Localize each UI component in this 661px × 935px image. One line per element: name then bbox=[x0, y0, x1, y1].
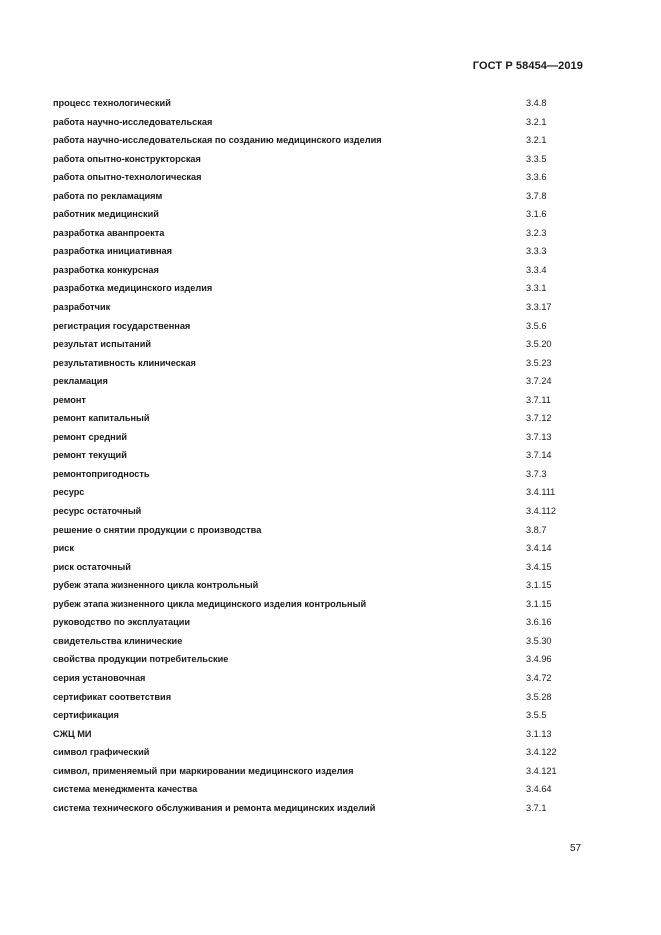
index-term: результативность клиническая bbox=[53, 357, 196, 368]
index-reference: 3.3.1 bbox=[526, 283, 547, 294]
index-reference: 3.5.28 bbox=[526, 691, 552, 702]
index-reference: 3.4.121 bbox=[526, 765, 557, 776]
index-reference: 3.2.3 bbox=[526, 227, 547, 238]
index-entry bbox=[53, 281, 583, 300]
index-reference: 3.7.24 bbox=[526, 376, 552, 387]
index-term: работа научно-исследовательская по созданию медицинского изделия bbox=[53, 135, 382, 146]
index-reference: 3.5.30 bbox=[526, 635, 552, 646]
index-term: работа научно-исследовательская bbox=[53, 116, 213, 127]
index-entry bbox=[53, 485, 583, 504]
index-term: сертификат соответствия bbox=[53, 691, 172, 702]
index-term: риск bbox=[53, 543, 74, 554]
index-reference: 3.3.5 bbox=[526, 153, 547, 164]
index-reference: 3.7.8 bbox=[526, 190, 547, 201]
index-reference: 3.2.1 bbox=[526, 116, 547, 127]
index-reference: 3.4.14 bbox=[526, 543, 552, 554]
index-term: ремонт текущий bbox=[53, 450, 127, 461]
index-entry bbox=[53, 337, 583, 356]
index-reference: 3.7.12 bbox=[526, 413, 552, 424]
index-reference: 3.1.6 bbox=[526, 209, 547, 220]
index-term: работа опытно-технологическая bbox=[53, 172, 202, 183]
index-reference: 3.4.122 bbox=[526, 747, 557, 758]
index-entry bbox=[53, 189, 583, 208]
index-reference: 3.7.3 bbox=[526, 468, 547, 479]
index-entry bbox=[53, 393, 583, 412]
index-reference: 3.3.17 bbox=[526, 302, 552, 313]
index-reference: 3.2.1 bbox=[526, 135, 547, 146]
index-term: сертификация bbox=[53, 710, 119, 721]
index-entry bbox=[53, 319, 583, 338]
index-entry bbox=[53, 504, 583, 523]
index-term: рекламация bbox=[53, 376, 108, 387]
index-entry bbox=[53, 634, 583, 653]
index-entry bbox=[53, 133, 583, 152]
index-term: решение о снятии продукции с производства bbox=[53, 524, 262, 535]
index-term: руководство по эксплуатации bbox=[53, 617, 191, 628]
index-term: разработка медицинского изделия bbox=[53, 283, 213, 294]
index-term: ремонт средний bbox=[53, 431, 127, 442]
index-term: СЖЦ МИ bbox=[53, 728, 92, 739]
index-term: рубеж этапа жизненного цикла медицинского изделия контрольный bbox=[53, 598, 367, 609]
index-reference: 3.5.20 bbox=[526, 339, 552, 350]
index-entry bbox=[53, 801, 583, 820]
index-term: результат испытаний bbox=[53, 339, 151, 350]
index-reference: 3.1.15 bbox=[526, 598, 552, 609]
index-entry bbox=[53, 523, 583, 542]
index-reference: 3.5.5 bbox=[526, 710, 547, 721]
index-reference: 3.4.96 bbox=[526, 654, 552, 665]
index-reference: 3.5.23 bbox=[526, 357, 552, 368]
index-term: разработка аванпроекта bbox=[53, 227, 165, 238]
index-entry bbox=[53, 374, 583, 393]
index-entry bbox=[53, 782, 583, 801]
index-reference: 3.4.15 bbox=[526, 561, 552, 572]
index-entry bbox=[53, 541, 583, 560]
index-entry bbox=[53, 263, 583, 282]
index-reference: 3.3.3 bbox=[526, 246, 547, 257]
index-entry bbox=[53, 152, 583, 171]
index-reference: 3.6.16 bbox=[526, 617, 552, 628]
document-standard-header: ГОСТ Р 58454—2019 bbox=[472, 60, 583, 72]
index-term: свидетельства клинические bbox=[53, 635, 183, 646]
index-term: рубеж этапа жизненного цикла контрольный bbox=[53, 580, 259, 591]
index-term: серия установочная bbox=[53, 672, 146, 683]
index-reference: 3.8.7 bbox=[526, 524, 547, 535]
index-reference: 3.4.111 bbox=[526, 487, 556, 498]
index-reference: 3.7.13 bbox=[526, 431, 552, 442]
index-entry bbox=[53, 115, 583, 134]
index-reference: 3.1.13 bbox=[526, 728, 552, 739]
index-entry bbox=[53, 690, 583, 709]
index-entry bbox=[53, 727, 583, 746]
index-reference: 3.4.64 bbox=[526, 784, 552, 795]
index-entry bbox=[53, 244, 583, 263]
index-reference: 3.7.11 bbox=[526, 394, 551, 405]
index-term: работа по рекламациям bbox=[53, 190, 163, 201]
index-term: ремонтопригодность bbox=[53, 468, 150, 479]
index-term: система технического обслуживания и ремонта медицинских изделий bbox=[53, 802, 376, 813]
index-term: система менеджмента качества bbox=[53, 784, 198, 795]
index-term: разработчик bbox=[53, 302, 111, 313]
index-entry bbox=[53, 430, 583, 449]
index-reference: 3.7.14 bbox=[526, 450, 552, 461]
index-entry bbox=[53, 597, 583, 616]
index-entry bbox=[53, 411, 583, 430]
index-entry bbox=[53, 671, 583, 690]
index-reference: 3.3.6 bbox=[526, 172, 547, 183]
index-reference: 3.3.4 bbox=[526, 264, 547, 275]
index-term: свойства продукции потребительские bbox=[53, 654, 229, 665]
index-entry bbox=[53, 300, 583, 319]
index-reference: 3.5.6 bbox=[526, 320, 547, 331]
index-reference: 3.4.72 bbox=[526, 672, 552, 683]
index-entry bbox=[53, 96, 583, 115]
index-entry bbox=[53, 764, 583, 783]
index-term: символ графический bbox=[53, 747, 150, 758]
index-entry bbox=[53, 170, 583, 189]
index-entry bbox=[53, 467, 583, 486]
index-term: разработка конкурсная bbox=[53, 264, 159, 275]
term-index-list bbox=[53, 96, 583, 819]
index-term: регистрация государственная bbox=[53, 320, 191, 331]
index-entry bbox=[53, 356, 583, 375]
index-term: разработка инициативная bbox=[53, 246, 173, 257]
index-reference: 3.7.1 bbox=[526, 802, 547, 813]
page-number: 57 bbox=[570, 843, 582, 854]
index-term: работа опытно-конструкторская bbox=[53, 153, 201, 164]
index-term: символ, применяемый при маркировании медицинского изделия bbox=[53, 765, 354, 776]
index-entry bbox=[53, 615, 583, 634]
index-entry bbox=[53, 578, 583, 597]
index-term: ремонт bbox=[53, 394, 86, 405]
index-entry bbox=[53, 708, 583, 727]
index-term: процесс технологический bbox=[53, 98, 171, 108]
index-term: ресурс bbox=[53, 487, 85, 498]
index-reference: 3.1.15 bbox=[526, 580, 552, 591]
index-reference: 3.4.112 bbox=[526, 506, 556, 517]
index-entry bbox=[53, 745, 583, 764]
index-term: риск остаточный bbox=[53, 561, 131, 572]
index-term: ремонт капитальный bbox=[53, 413, 150, 424]
index-entry bbox=[53, 652, 583, 671]
index-term: ресурс остаточный bbox=[53, 506, 142, 517]
index-entry bbox=[53, 226, 583, 245]
index-reference: 3.4.8 bbox=[526, 98, 547, 108]
index-entry bbox=[53, 448, 583, 467]
index-entry bbox=[53, 560, 583, 579]
index-entry bbox=[53, 207, 583, 226]
index-term: работник медицинский bbox=[53, 209, 159, 220]
